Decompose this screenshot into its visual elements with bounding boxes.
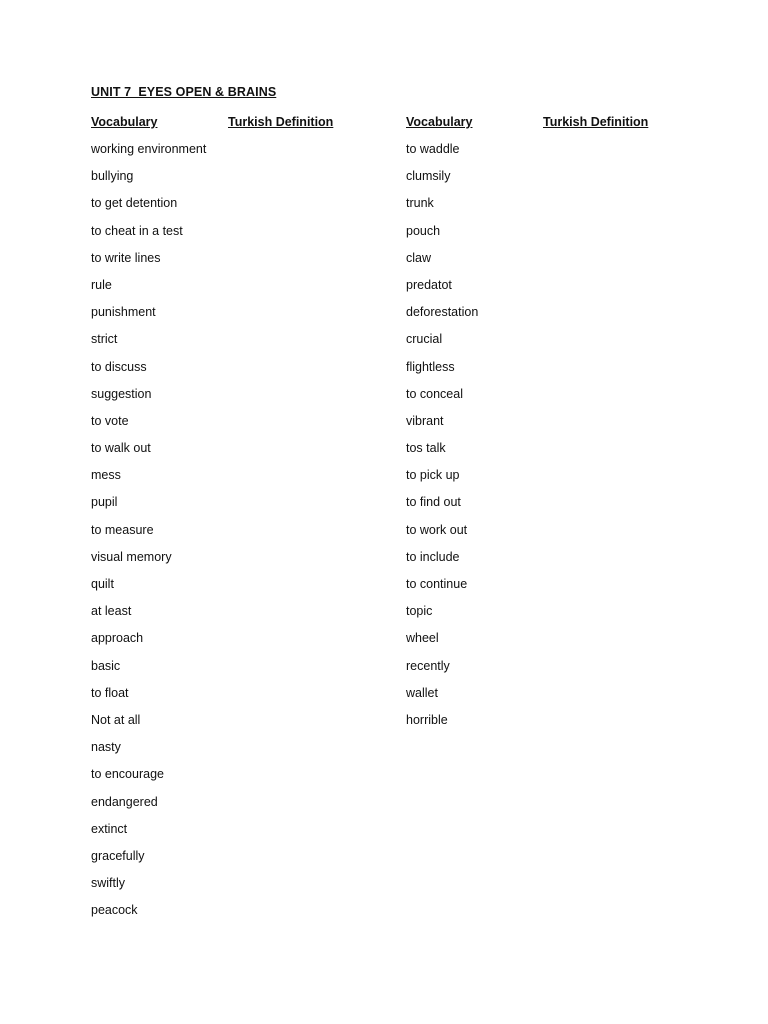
document-title: UNIT 7 EYES OPEN & BRAINS (91, 85, 277, 99)
right-word-item: to find out (406, 495, 461, 510)
right-word-item: wheel (406, 631, 439, 646)
left-word-item: Not at all (91, 712, 141, 727)
right-word-item: topic (406, 604, 433, 619)
left-word-item: to float (91, 685, 129, 700)
right-vocabulary-list (406, 140, 478, 738)
right-word-item: tos talk (406, 441, 446, 456)
right-word-item: crucial (406, 332, 443, 347)
left-word-item: endangered (91, 794, 158, 809)
left-word-item: visual memory (91, 549, 172, 564)
right-word-item: to waddle (406, 142, 460, 156)
left-word-item: peacock (91, 903, 138, 918)
left-word-item: bullying (91, 169, 134, 184)
left-word-item: pupil (91, 495, 118, 510)
left-word-item: to cheat in a test (91, 223, 183, 238)
right-word-item: predatot (406, 277, 452, 292)
left-word-item: swiftly (91, 876, 126, 891)
right-word-item: to conceal (406, 386, 463, 401)
left-word-item: to walk out (91, 441, 151, 456)
left-word-item: strict (91, 332, 118, 347)
left-word-item: extinct (91, 821, 128, 836)
right-vocabulary-header: Vocabulary (406, 115, 473, 129)
left-vocabulary-column (91, 113, 206, 928)
left-word-item: mess (91, 468, 121, 483)
left-word-item: basic (91, 658, 121, 673)
left-word-item: nasty (91, 740, 121, 755)
right-word-item: to include (406, 549, 460, 564)
left-word-item: gracefully (91, 848, 145, 863)
right-definition-column (543, 113, 648, 133)
right-word-item: pouch (406, 223, 441, 238)
left-definition-header: Turkish Definition (228, 115, 334, 129)
right-word-item: clumsily (406, 169, 451, 184)
left-word-item: to discuss (91, 359, 147, 374)
left-word-item: suggestion (91, 386, 152, 401)
right-word-item: recently (406, 658, 450, 673)
left-word-item: to measure (91, 522, 154, 537)
left-word-item: to write lines (91, 250, 161, 265)
left-word-item: quilt (91, 577, 114, 591)
left-word-item: to vote (91, 413, 129, 428)
left-word-item: punishment (91, 305, 156, 320)
right-vocabulary-column (406, 113, 478, 738)
right-definition-header: Turkish Definition (543, 115, 649, 129)
right-word-item: to pick up (406, 468, 460, 483)
right-word-item: flightless (406, 359, 455, 374)
right-word-item: trunk (406, 196, 434, 211)
left-word-item: rule (91, 277, 112, 292)
left-word-item: to get detention (91, 196, 178, 211)
right-word-item: deforestation (406, 305, 479, 320)
left-word-item: approach (91, 631, 144, 646)
left-vocabulary-header: Vocabulary (91, 115, 158, 129)
left-word-item: at least (91, 604, 132, 619)
right-word-item: claw (406, 250, 432, 265)
left-vocabulary-list (91, 140, 206, 928)
right-word-item: vibrant (406, 413, 444, 428)
left-definition-column (228, 113, 333, 133)
right-word-item: wallet (406, 685, 438, 700)
right-word-item: to work out (406, 522, 468, 537)
left-word-item: working environment (91, 142, 207, 156)
right-word-item: horrible (406, 712, 448, 727)
left-word-item: to encourage (91, 767, 164, 782)
right-word-item: to continue (406, 577, 468, 591)
